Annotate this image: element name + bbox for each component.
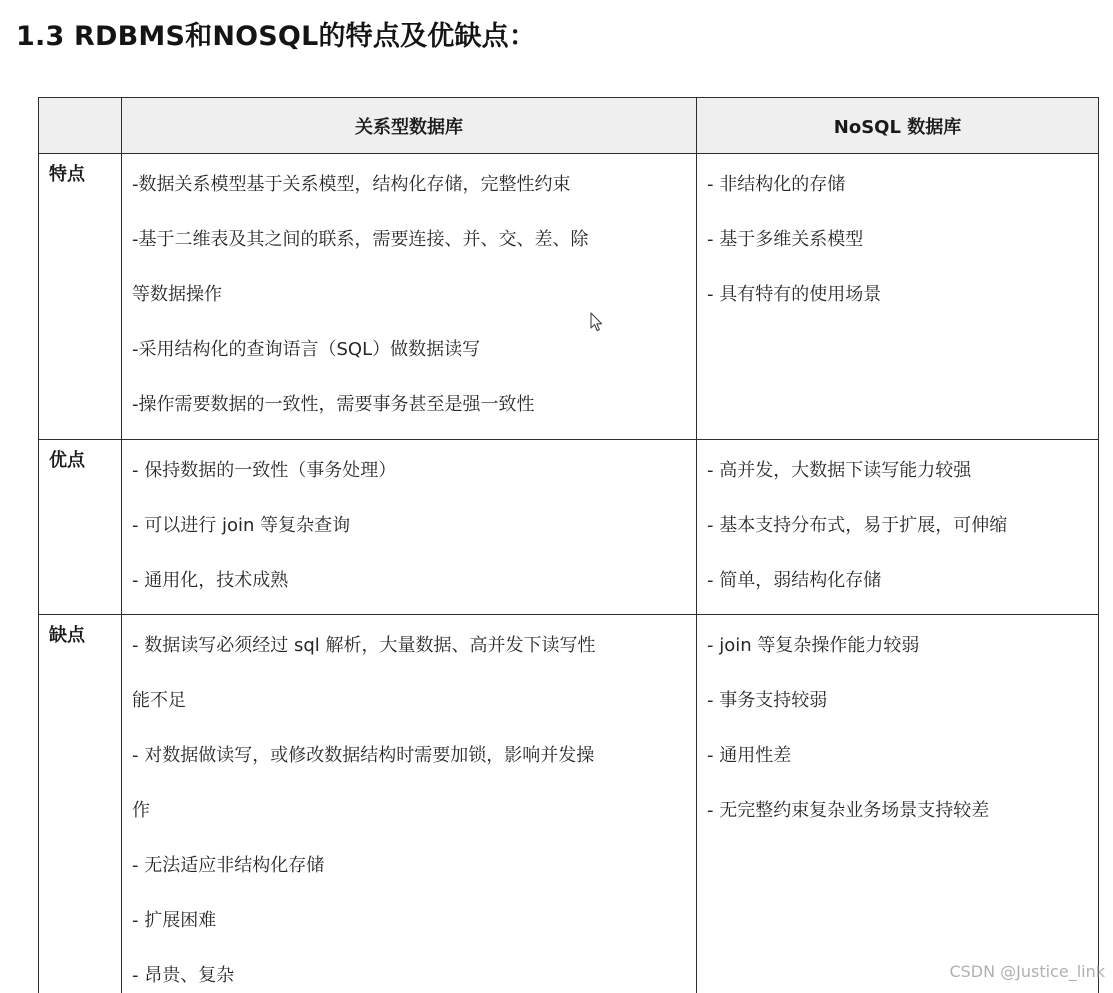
list-item: - 昂贵、复杂	[132, 965, 235, 986]
row-label-features: 特点	[39, 154, 122, 440]
list-item: - 保持数据的一致性（事务处理）	[132, 460, 397, 481]
watermark: CSDN @Justice_link	[949, 962, 1105, 981]
row-cons	[39, 615, 1099, 993]
list-item: - 可以进行 join 等复杂查询	[132, 515, 351, 536]
row-label-pros: 优点	[39, 440, 122, 615]
comparison-table	[38, 97, 1099, 993]
list-item: - 对数据做读写，或修改数据结构时需要加锁，影响并发操	[132, 745, 595, 766]
list-item: - 通用化，技术成熟	[132, 570, 289, 591]
pros-rdbms-cell	[122, 440, 697, 615]
list-item: - 基本支持分布式，易于扩展，可伸缩	[707, 515, 1008, 536]
list-item: - 数据读写必须经过 sql 解析，大量数据、高并发下读写性	[132, 635, 596, 656]
list-item: - 非结构化的存储	[707, 174, 846, 195]
list-item: - 扩展困难	[132, 910, 217, 931]
page-title: 1.3 RDBMS和NOSQL的特点及优缺点：	[16, 21, 537, 52]
list-item: - 无法适应非结构化存储	[132, 855, 325, 876]
list-item: - 基于多维关系模型	[707, 229, 864, 250]
list-item: - 高并发，大数据下读写能力较强	[707, 460, 972, 481]
cons-nosql-cell	[697, 615, 1099, 993]
features-nosql-cell	[697, 154, 1099, 440]
list-item: 能不足	[132, 690, 186, 711]
list-item: - 事务支持较弱	[707, 690, 828, 711]
features-rdbms-cell	[122, 154, 697, 440]
list-item: -基于二维表及其之间的联系，需要连接、并、交、差、除	[132, 229, 589, 250]
list-item: -采用结构化的查询语言（SQL）做数据读写	[132, 339, 481, 360]
header-rdbms: 关系型数据库	[122, 98, 697, 154]
list-item: 作	[132, 800, 150, 821]
header-row	[39, 98, 1099, 154]
list-item: - 具有特有的使用场景	[707, 284, 882, 305]
list-item: -操作需要数据的一致性，需要事务甚至是强一致性	[132, 394, 535, 415]
list-item: 等数据操作	[132, 284, 222, 305]
arrow-cursor-icon	[590, 312, 604, 332]
cons-rdbms-cell	[122, 615, 697, 993]
list-item: -数据关系模型基于关系模型，结构化存储，完整性约束	[132, 174, 571, 195]
header-corner	[39, 98, 122, 154]
row-pros	[39, 440, 1099, 615]
list-item: - 简单，弱结构化存储	[707, 570, 882, 591]
row-label-cons: 缺点	[39, 615, 122, 993]
list-item: - 无完整约束复杂业务场景支持较差	[707, 800, 990, 821]
list-item: - join 等复杂操作能力较弱	[707, 635, 920, 656]
row-features	[39, 154, 1099, 440]
list-item: - 通用性差	[707, 745, 792, 766]
pros-nosql-cell	[697, 440, 1099, 615]
header-nosql: NoSQL 数据库	[697, 98, 1099, 154]
